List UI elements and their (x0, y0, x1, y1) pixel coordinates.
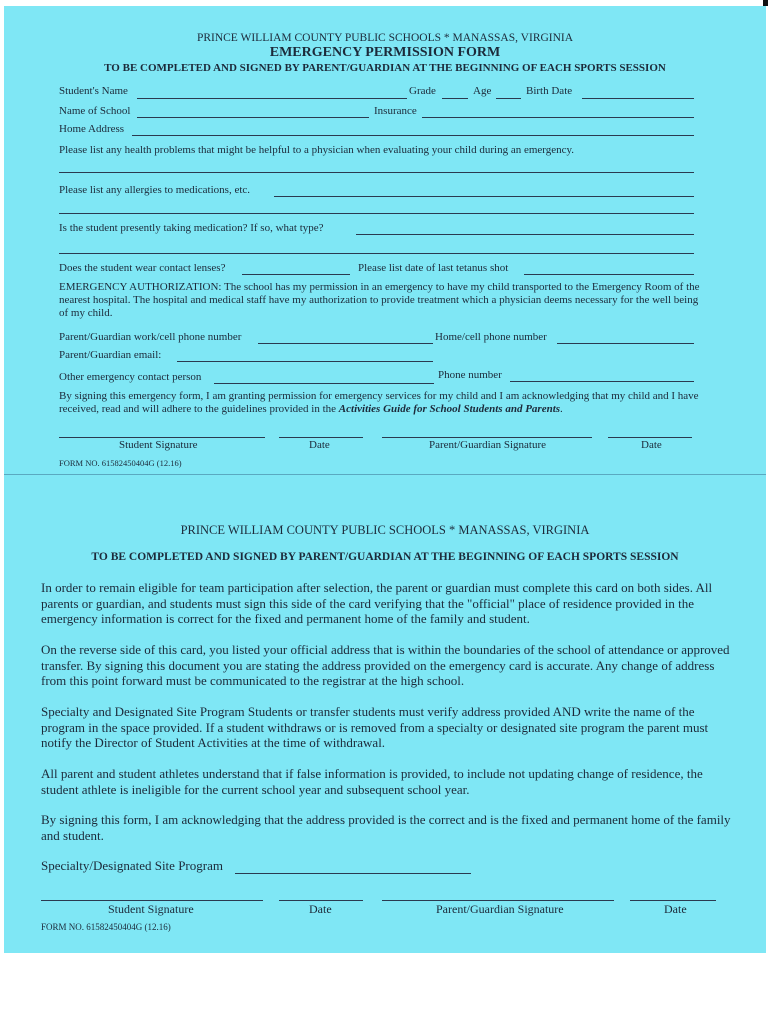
grade-field[interactable] (442, 98, 468, 99)
residence-verification-card (4, 474, 766, 953)
medication-field-line-2[interactable] (59, 253, 694, 254)
school-name-label: Name of School (59, 105, 131, 117)
back-student-signature-line[interactable] (41, 900, 263, 901)
back-parent-date-label: Date (664, 902, 687, 916)
birth-date-label: Birth Date (526, 85, 573, 97)
student-name-field[interactable] (137, 98, 407, 99)
medication-label: Is the student presently taking medication? If so, what type? (59, 222, 324, 234)
birth-date-field[interactable] (582, 98, 694, 99)
home-address-field[interactable] (132, 135, 694, 136)
acknowledgement-paragraph: By signing this form, I am acknowledging that the address provided is the correct and is the fixed and permanent home of the family and student. (41, 812, 731, 843)
back-student-signature-label: Student Signature (108, 902, 194, 916)
parent-date-label: Date (641, 439, 662, 451)
false-information-paragraph: All parent and student athletes understand that if false information is provided, to include not updating change of residence, the student athlete is ineligible for the current school year and subsequent school year. (41, 766, 703, 797)
back-district-header: PRINCE WILLIAM COUNTY PUBLIC SCHOOLS * MANASSAS, VIRGINIA (180, 523, 590, 537)
student-signature-line[interactable] (59, 437, 265, 438)
insurance-label: Insurance (374, 105, 417, 117)
email-label: Parent/Guardian email: (59, 349, 162, 361)
parent-signature-line[interactable] (382, 437, 592, 438)
phone-number-label: Phone number (438, 369, 502, 381)
parent-signature-label: Parent/Guardian Signature (429, 439, 546, 451)
form-title: EMERGENCY PERMISSION FORM (269, 45, 501, 60)
district-header: PRINCE WILLIAM COUNTY PUBLIC SCHOOLS * MANASSAS, VIRGINIA (196, 32, 574, 44)
other-contact-field[interactable] (214, 383, 434, 384)
allergies-field-line-2[interactable] (59, 213, 694, 214)
work-phone-field[interactable] (258, 343, 433, 344)
tetanus-label: Please list date of last tetanus shot (358, 262, 509, 274)
student-date-line[interactable] (279, 437, 363, 438)
work-phone-label: Parent/Guardian work/cell phone number (59, 331, 242, 343)
eligibility-paragraph: In order to remain eligible for team participation after selection, the parent or guardian must complete this card on both sides. All parents or guardian, and students must sign this side of the card verifying that the "official" place of residence provided in the emergency information is correct for the fixed and permanent home of the family and student. (41, 580, 713, 626)
back-instruction: TO BE COMPLETED AND SIGNED BY PARENT/GUARDIAN AT THE BEGINNING OF EACH SPORTS SESSION (91, 551, 679, 563)
program-field[interactable] (235, 873, 471, 874)
back-parent-signature-line[interactable] (382, 900, 614, 901)
form-number: FORM NO. 61582450404G (12.16) (59, 458, 182, 468)
grade-label: Grade (409, 85, 436, 97)
health-problems-field[interactable] (59, 172, 694, 173)
tetanus-field[interactable] (524, 274, 694, 275)
student-name-label: Student's Name (59, 85, 128, 97)
home-phone-label: Home/cell phone number (435, 331, 547, 343)
home-address-label: Home Address (59, 123, 125, 135)
phone-number-field[interactable] (510, 381, 694, 382)
back-student-date-line[interactable] (279, 900, 363, 901)
age-field[interactable] (496, 98, 521, 99)
other-contact-label: Other emergency contact person (59, 371, 202, 383)
consent-text (59, 390, 709, 416)
form-instruction: TO BE COMPLETED AND SIGNED BY PARENT/GUARDIAN AT THE BEGINNING OF EACH SPORTS SESSION (104, 62, 666, 74)
age-label: Age (473, 85, 492, 97)
program-label: Specialty/Designated Site Program (41, 858, 223, 873)
allergies-label: Please list any allergies to medications, etc. (59, 184, 251, 196)
home-phone-field[interactable] (557, 343, 694, 344)
school-name-field[interactable] (137, 117, 369, 118)
back-parent-date-line[interactable] (630, 900, 716, 901)
health-problems-label: Please list any health problems that might be helpful to a physician when evaluating your child during an emergency. (59, 144, 575, 156)
consent-body: By signing this emergency form, I am granting permission for emergency services for my child and I am acknowledging that my child and I have received, read and will adhere to the guidelines provided in the (59, 390, 699, 415)
student-signature-label: Student Signature (119, 439, 198, 451)
back-student-date-label: Date (309, 902, 332, 916)
email-field[interactable] (177, 361, 433, 362)
parent-date-line[interactable] (608, 437, 692, 438)
specialty-program-paragraph: Specialty and Designated Site Program Students or transfer students must verify address provided AND write the name of the program in the space provided. If a student withdraws or is removed from a specialty or designated site program the parent must notify the Director of Student Activities at the time of withdrawal. (41, 704, 709, 750)
medication-field[interactable] (356, 234, 694, 235)
student-date-label: Date (309, 439, 330, 451)
emergency-form-card (4, 6, 766, 474)
consent-end: . (560, 403, 563, 415)
back-form-number: FORM NO. 61582450404G (12.16) (41, 922, 171, 932)
emergency-authorization-text: EMERGENCY AUTHORIZATION: The school has my permission in an emergency to have my child transported to the Emergency Room of the nearest hospital. The hospital and medical staff have my authorization to provide treatment which a physician deems necessary for the well being of my child. (59, 281, 700, 319)
contact-lenses-field[interactable] (242, 274, 350, 275)
contact-lenses-label: Does the student wear contact lenses? (59, 262, 226, 274)
official-address-paragraph: On the reverse side of this card, you listed your official address that is within the boundaries of the school of attendance or approved transfer. By signing this document you are stating the address provided on the emergency card is accurate. Any change of address from this point forward must be communicated to the registrar at the high school. (41, 642, 730, 688)
activities-guide-title: Activities Guide for School Students and Parents (338, 403, 561, 415)
allergies-field[interactable] (274, 196, 694, 197)
back-parent-signature-label: Parent/Guardian Signature (436, 902, 564, 916)
insurance-field[interactable] (422, 117, 694, 118)
